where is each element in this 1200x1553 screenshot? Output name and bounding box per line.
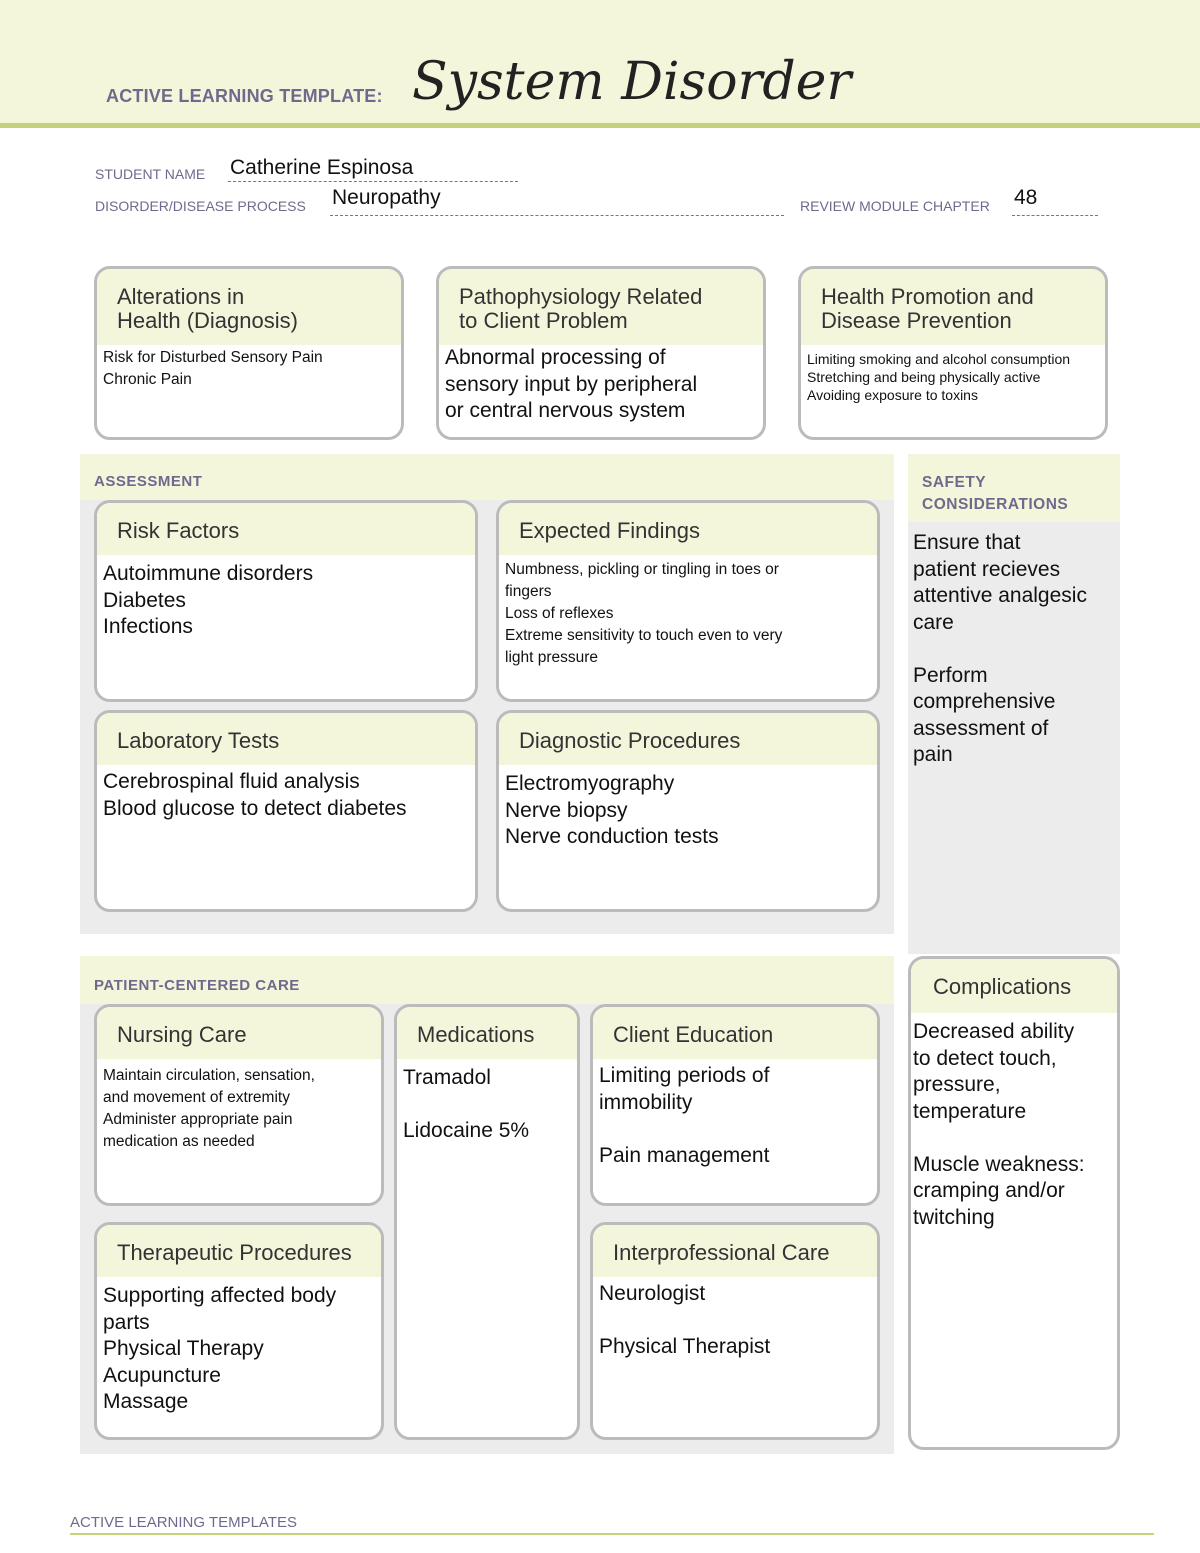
client-education-title: Client Education (593, 1007, 877, 1059)
nursing-care-body: Maintain circulation, sensation, and movement of extremity Administer appropriate pain medication as needed (103, 1067, 315, 1150)
laboratory-tests-title: Laboratory Tests (97, 713, 475, 765)
pathophysiology-body: Abnormal processing of sensory input by peripheral or central nervous system (445, 346, 698, 422)
pathophysiology-card (436, 266, 766, 440)
complications-title: Complications (911, 959, 1117, 1013)
complications-body: Decreased ability to detect touch, pressure, temperature Muscle weakness: cramping and/or twitching (913, 1020, 1085, 1229)
diagnostic-procedures-card (496, 710, 880, 912)
patient-centered-care-label: PATIENT-CENTERED CARE (94, 977, 300, 994)
disorder-label: DISORDER/DISEASE PROCESS (95, 198, 306, 214)
assessment-label: ASSESSMENT (94, 473, 203, 490)
safety-title: SAFETY CONSIDERATIONS (908, 454, 1120, 522)
alterations-title: Alterations in Health (Diagnosis) (97, 269, 401, 345)
chapter-value: 48 (1014, 186, 1038, 209)
health-promotion-card (798, 266, 1108, 440)
medications-title: Medications (397, 1007, 577, 1059)
therapeutic-procedures-body: Supporting affected body parts Physical Therapy Acupuncture Massage (103, 1284, 337, 1413)
client-education-body: Limiting periods of immobility Pain management (599, 1064, 770, 1167)
therapeutic-procedures-title: Therapeutic Procedures (97, 1225, 381, 1277)
diagnostic-procedures-body: Electromyography Nerve biopsy Nerve conduction tests (505, 772, 719, 848)
health-promotion-title: Health Promotion and Disease Prevention (801, 269, 1105, 345)
therapeutic-procedures-card (94, 1222, 384, 1440)
interprofessional-care-card (590, 1222, 880, 1440)
health-promotion-body: Limiting smoking and alcohol consumption Stretching and being physically active Avoiding exposure to toxins (807, 351, 1071, 403)
complications-card (908, 956, 1120, 1450)
nursing-care-title: Nursing Care (97, 1007, 381, 1059)
interprofessional-care-body: Neurologist Physical Therapist (599, 1282, 771, 1358)
risk-factors-title: Risk Factors (97, 503, 475, 555)
risk-factors-card (94, 500, 478, 702)
footer-divider (70, 1533, 1154, 1535)
student-name-label: STUDENT NAME (95, 166, 206, 182)
laboratory-tests-card (94, 710, 478, 912)
laboratory-tests-body: Cerebrospinal fluid analysis Blood glucose to detect diabetes (103, 770, 407, 820)
template-label: ACTIVE LEARNING TEMPLATE: (106, 86, 383, 106)
alterations-body: Risk for Disturbed Sensory Pain Chronic Pain (103, 349, 323, 388)
medications-card (394, 1004, 580, 1440)
page-title: System Disorder (412, 52, 852, 112)
pathophysiology-title: Pathophysiology Related to Client Problem (439, 269, 763, 345)
nursing-care-card (94, 1004, 384, 1206)
risk-factors-body: Autoimmune disorders Diabetes Infections (103, 562, 314, 638)
medications-body: Tramadol Lidocaine 5% (403, 1066, 530, 1142)
footer-label: ACTIVE LEARNING TEMPLATES (70, 1514, 297, 1531)
diagnostic-procedures-title: Diagnostic Procedures (499, 713, 877, 765)
header-divider (0, 123, 1200, 128)
expected-findings-card (496, 500, 880, 702)
safety-body: Ensure that patient recieves attentive analgesic care Perform comprehensive assessment of pain (913, 531, 1087, 766)
alterations-card (94, 266, 404, 440)
student-name-value: Catherine Espinosa (230, 156, 414, 179)
expected-findings-title: Expected Findings (499, 503, 877, 555)
client-education-card (590, 1004, 880, 1206)
interprofessional-care-title: Interprofessional Care (593, 1225, 877, 1277)
expected-findings-body: Numbness, pickling or tingling in toes or fingers Loss of reflexes Extreme sensitivity to touch even to very light pressure (505, 561, 783, 666)
disorder-value: Neuropathy (332, 186, 441, 209)
chapter-label: REVIEW MODULE CHAPTER (800, 198, 990, 214)
